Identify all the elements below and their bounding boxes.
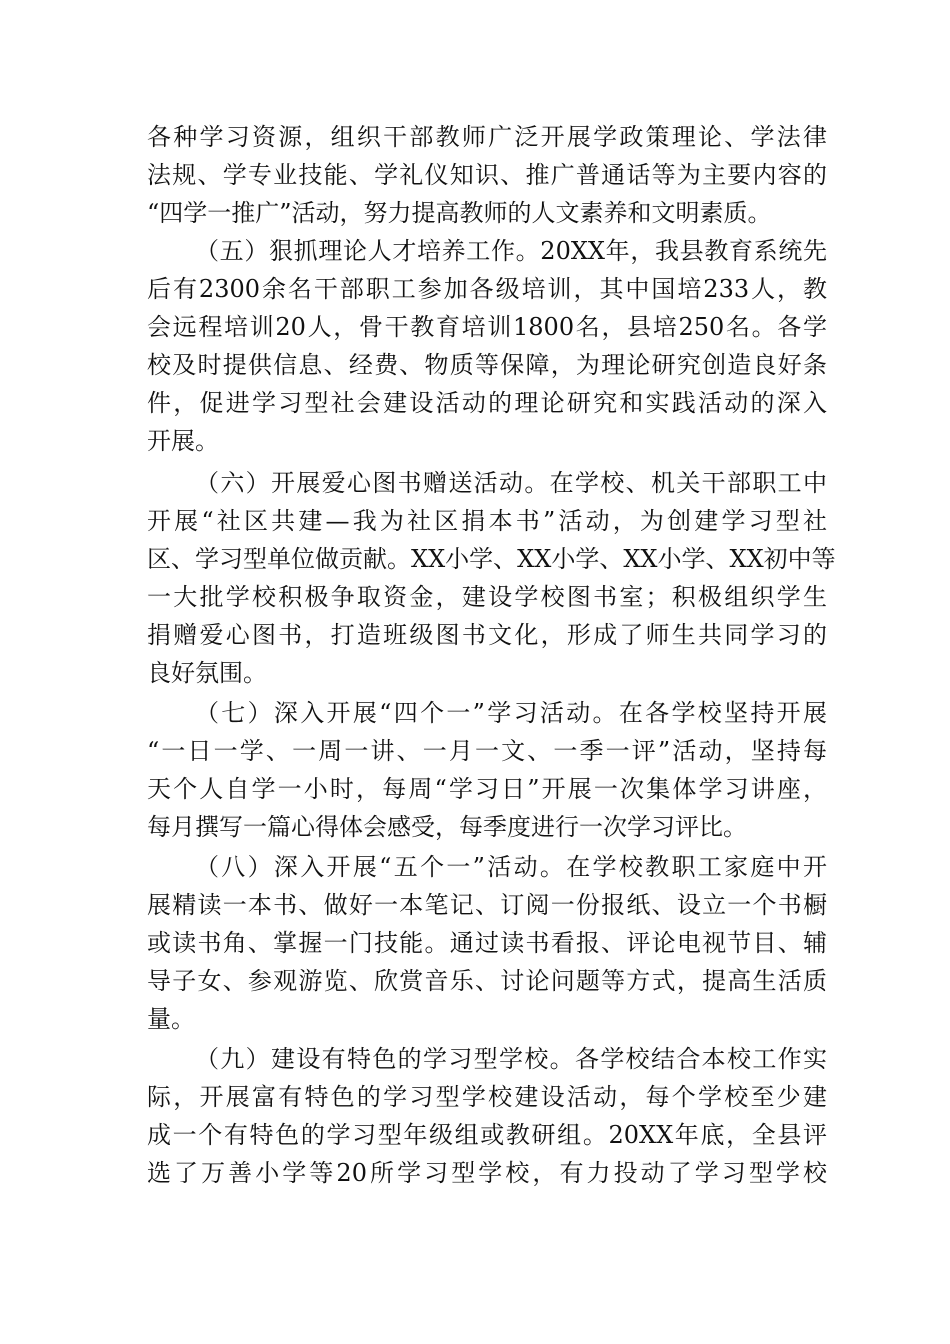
text-line: 各种学习资源，组织干部教师广泛开展学政策理论、学法律 (147, 123, 827, 151)
text-line: 捐赠爱心图书，打造班级图书文化，形成了师生共同学习的 (147, 621, 827, 649)
text-line: 后有2300余名干部职工参加各级培训，其中国培233人，教 (147, 275, 827, 303)
text-line: 开展。 (147, 427, 219, 455)
paragraph-first-line: （六）开展爱心图书赠送活动。在学校、机关干部职工中 (195, 469, 827, 497)
text-line: 际，开展富有特色的学习型学校建设活动，每个学校至少建 (147, 1083, 827, 1111)
paragraph-first-line: （九）建设有特色的学习型学校。各学校结合本校工作实 (195, 1045, 827, 1073)
paragraph-first-line: （七）深入开展“四个一”学习活动。在各学校坚持开展 (195, 699, 827, 727)
text-line: 成一个有特色的学习型年级组或教研组。20XX年底，全县评 (147, 1121, 827, 1149)
text-line: 开展“社区共建—我为社区捐本书”活动，为创建学习型社 (147, 507, 827, 535)
text-line: “四学一推广”活动，努力提高教师的人文素养和文明素质。 (147, 199, 772, 227)
text-line: 选了万善小学等20所学习型学校，有力投动了学习型学校 (147, 1159, 827, 1187)
text-line: 一大批学校积极争取资金，建设学校图书室；积极组织学生 (147, 583, 827, 611)
text-line: 或读书角、掌握一门技能。通过读书看报、评论电视节目、辅 (147, 929, 827, 957)
text-line: 量。 (147, 1005, 195, 1033)
text-line: 每月撰写一篇心得体会感受，每季度进行一次学习评比。 (147, 813, 747, 841)
text-line: “一日一学、一周一讲、一月一文、一季一评”活动，坚持每 (147, 737, 827, 765)
paragraph-first-line: （五）狠抓理论人才培养工作。20XX年，我县教育系统先 (195, 237, 827, 265)
text-line: 展精读一本书、做好一本笔记、订阅一份报纸、设立一个书橱 (147, 891, 827, 919)
text-line: 导子女、参观游览、欣赏音乐、讨论问题等方式，提高生活质 (147, 967, 827, 995)
text-line: 校及时提供信息、经费、物质等保障，为理论研究创造良好条 (147, 351, 827, 379)
text-line: 天个人自学一小时，每周“学习日”开展一次集体学习讲座， (147, 775, 827, 803)
text-line: 区、学习型单位做贡献。XX小学、XX小学、XX小学、XX初中等 (147, 545, 836, 573)
text-line: 件，促进学习型社会建设活动的理论研究和实践活动的深入 (147, 389, 827, 417)
text-line: 法规、学专业技能、学礼仪知识、推广普通话等为主要内容的 (147, 161, 827, 189)
paragraph-first-line: （八）深入开展“五个一”活动。在学校教职工家庭中开 (195, 853, 827, 881)
text-line: 会远程培训20人，骨干教育培训1800名，县培250名。各学 (147, 313, 827, 341)
text-line: 良好氛围。 (147, 659, 267, 687)
